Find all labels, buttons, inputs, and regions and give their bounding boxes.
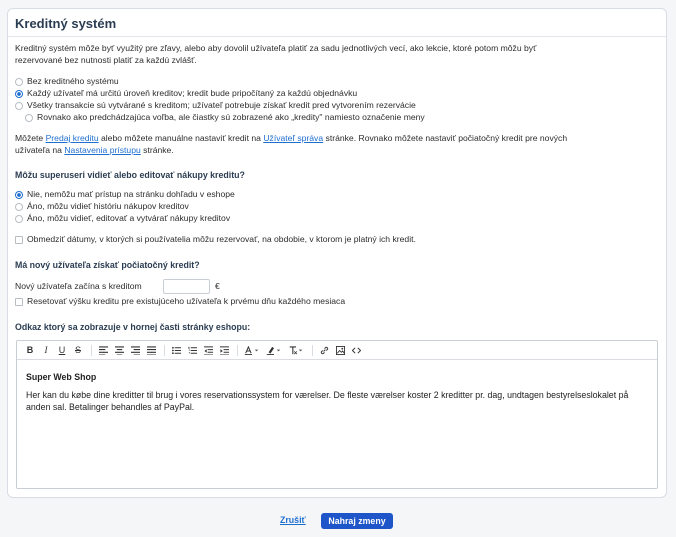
intro-line-2: rezervované bez nutnosti platiť za každú zvlášť.: [15, 54, 197, 65]
checkbox-icon[interactable]: [15, 236, 23, 244]
intro-text: [15, 43, 635, 66]
mode-option-label: Bez kreditného systému: [27, 76, 119, 86]
editor-toolbar: [17, 341, 657, 360]
justify-icon[interactable]: [144, 343, 158, 357]
intro-line-1: Kreditný systém môže byť využitý pre zľavy, alebo aby dovolil užívateľa platiť za sadu jednotlivých vecí, ako lekcie, ktoré potom môžu byť: [15, 43, 537, 53]
clear-format-icon[interactable]: [286, 343, 306, 357]
radio-selected-icon[interactable]: [15, 191, 23, 199]
mode-suboption-credits-display[interactable]: [25, 112, 425, 123]
bullet-list-icon[interactable]: [169, 343, 183, 357]
currency-symbol: €: [215, 281, 220, 291]
editor-content-body: Her kan du købe dine kreditter til brug i vores reservationssystem for værelser. De fleste værelser koster 2 kreditter pr. dag, undtagen bestyrelseslokalet på anden sal. Betalinger behandles af PayPal.: [26, 389, 629, 412]
initial-credit-input[interactable]: [163, 279, 210, 294]
restrict-dates-checkbox[interactable]: [15, 234, 416, 245]
reset-credit-checkbox[interactable]: [15, 296, 345, 307]
editor-content[interactable]: [26, 371, 646, 414]
superuser-option-view[interactable]: [15, 201, 189, 212]
superuser-option-label: Áno, môžu vidieť, editovať a vytvárať nákupy kreditov: [27, 213, 231, 223]
align-right-icon[interactable]: [128, 343, 142, 357]
checkbox-icon[interactable]: [15, 298, 23, 306]
editor-heading: Odkaz ktorý sa zobrazuje v hornej časti stránky eshopu:: [15, 322, 251, 332]
initial-credit-heading: Má nový užívateľa získať počiatočný kredit?: [15, 260, 200, 270]
code-icon[interactable]: [349, 343, 363, 357]
underline-icon[interactable]: U: [58, 345, 66, 355]
mode-option-all-credit[interactable]: [15, 100, 416, 111]
radio-icon[interactable]: [15, 215, 23, 223]
mode-option-none[interactable]: [15, 76, 119, 87]
editor-content-title: Super Web Shop: [26, 372, 97, 382]
save-changes-button[interactable]: Nahraj zmeny: [321, 513, 393, 529]
user-management-link[interactable]: Užívateľ správa: [263, 133, 324, 143]
superuser-option-label: Áno, môžu vidieť históriu nákupov kreditov: [27, 201, 189, 211]
reset-credit-label: Resetovať výšku kreditu pre existujúceho užívateľa k prvému dňu každého mesiaca: [27, 296, 346, 306]
numbered-list-icon[interactable]: [185, 343, 199, 357]
toolbar-separator: [91, 345, 92, 356]
radio-icon[interactable]: [15, 102, 23, 110]
mode-option-label: Každý užívateľ má určitú úroveň kreditov; kredit bude pripočítaný za každú objednávku: [27, 88, 358, 98]
outdent-icon[interactable]: [201, 343, 215, 357]
align-center-icon[interactable]: [112, 343, 126, 357]
links-paragraph: Môžete Predaj kreditu alebo môžete manuálne nastaviť kredit na Užívateľ správa stránke. Rovnako môžete nastaviť počiatočný kredit pre nových užívateľa na Nastavenia prístupu stránke.: [15, 133, 568, 155]
mode-option-credit-level[interactable]: [15, 88, 357, 99]
toolbar-separator: [164, 345, 165, 356]
toolbar-separator: [312, 345, 313, 356]
italic-icon[interactable]: I: [44, 345, 48, 355]
access-settings-link[interactable]: Nastavenia prístupu: [64, 144, 141, 155]
rich-text-editor[interactable]: [16, 340, 658, 489]
credit-sale-link[interactable]: Predaj kreditu: [45, 133, 99, 143]
text-color-icon[interactable]: [242, 343, 262, 357]
indent-icon[interactable]: [217, 343, 231, 357]
mode-suboption-label: Rovnako ako predchádzajúca voľba, ale čiastky sú zobrazené ako „kredity" namiesto označenie meny: [37, 112, 425, 122]
superuser-option-no[interactable]: [15, 189, 235, 200]
initial-credit-label: Nový užívateľa začína s kreditom: [15, 281, 142, 291]
superuser-option-label: Nie, nemôžu mať prístup na stránku dohľadu v eshope: [27, 189, 235, 199]
strikethrough-icon[interactable]: S: [74, 345, 81, 355]
image-icon[interactable]: [333, 343, 347, 357]
mode-option-label: Všetky transakcie sú vytvárané s kreditom; užívateľ potrebuje získať kredit pred vytvorením rezervácie: [27, 100, 416, 110]
radio-icon[interactable]: [15, 203, 23, 211]
title-divider: [8, 36, 666, 37]
highlight-color-icon[interactable]: [264, 343, 284, 357]
radio-icon[interactable]: [25, 114, 33, 122]
toolbar-separator: [237, 345, 238, 356]
page-title: Kreditný systém: [15, 16, 117, 31]
superuser-option-edit[interactable]: [15, 213, 230, 224]
radio-icon[interactable]: [15, 78, 23, 86]
superuser-heading: Môžu superuseri vidieť alebo editovať nákupy kreditu?: [15, 170, 245, 180]
cancel-button[interactable]: Zrušiť: [280, 515, 306, 525]
align-left-icon[interactable]: [96, 343, 110, 357]
bold-icon[interactable]: B: [26, 345, 34, 355]
radio-selected-icon[interactable]: [15, 90, 23, 98]
restrict-dates-label: Obmedziť dátumy, v ktorých si používatelia môžu rezervovať, na obdobie, v ktorom je platný ich kredit.: [27, 234, 416, 244]
link-icon[interactable]: [317, 343, 331, 357]
